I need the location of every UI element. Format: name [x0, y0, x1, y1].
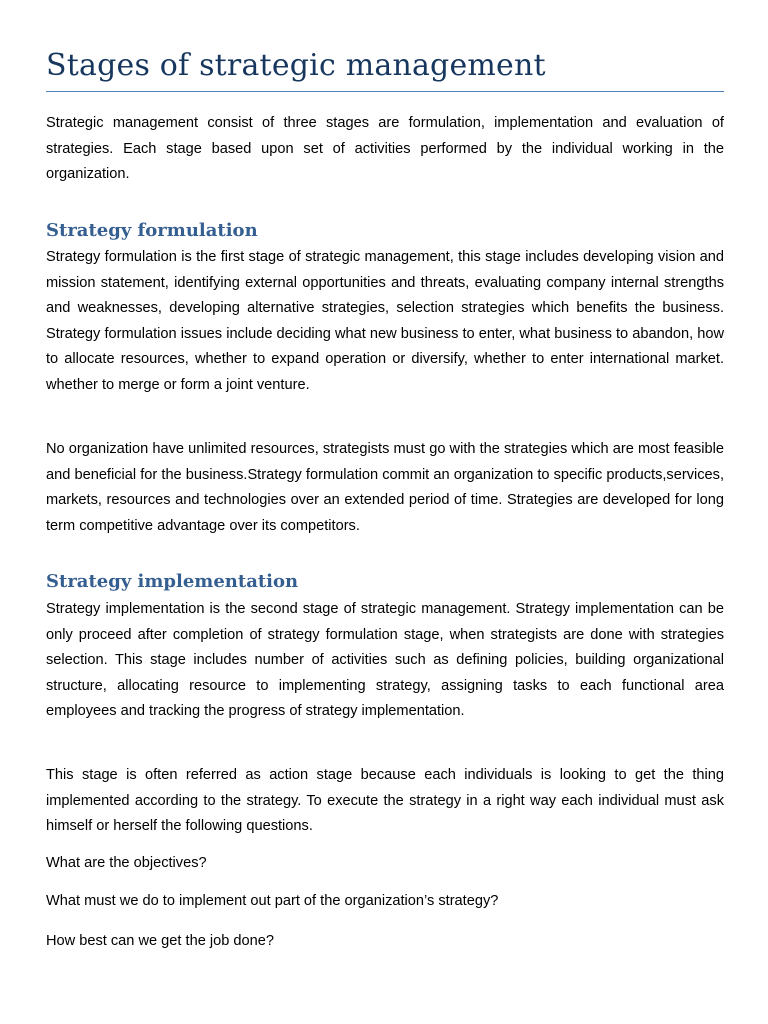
- implementation-paragraph-1: Strategy implementation is the second stage of strategic management. Strategy implementation can be only proceed after completion of strategy formulation stage, when strategists are done with strategies selection. This stage includes number of activities such as defining policies, building organizational structure, allocating resource to implementing strategy, assigning tasks to each functional area employees and tracking the progress of strategy implementation.: [46, 601, 724, 719]
- formulation-paragraph-2: No organization have unlimited resources, strategists must go with the strategies which are most feasible and beneficial for the business.Strategy formulation commit an organization to specific products,services, markets, resources and technologies over an extended period of time. Strategies are developed for long term competitive advantage over its competitors.: [46, 441, 724, 534]
- section-heading-formulation: Strategy formulation: [46, 220, 258, 241]
- question-2: What must we do to implement out part of the organization’s strategy?: [46, 893, 499, 909]
- formulation-paragraph-1: Strategy formulation is the first stage of strategic management, this stage includes developing vision and mission statement, identifying external opportunities and threats, evaluating company internal strengths and weaknesses, developing alternative strategies, selection strategies which benefits the business. Strategy formulation issues include deciding what new business to enter, what business to abandon, how to allocate resources, whether to expand operation or diversify, whether to enter international market. whether to merge or form a joint venture.: [46, 249, 724, 393]
- question-3: How best can we get the job done?: [46, 933, 274, 949]
- title-underline: [46, 91, 724, 92]
- question-1: What are the objectives?: [46, 855, 207, 871]
- implementation-paragraph-2: This stage is often referred as action stage because each individuals is looking to get the thing implemented according to the strategy. To execute the strategy in a right way each individual must ask himself or herself the following questions.: [46, 767, 724, 834]
- section-heading-implementation: Strategy implementation: [46, 571, 299, 592]
- intro-paragraph: Strategic management consist of three stages are formulation, implementation and evaluation of strategies. Each stage based upon set of activities performed by the individual working in the organization.: [46, 115, 724, 182]
- page-title: Stages of strategic management: [46, 48, 546, 83]
